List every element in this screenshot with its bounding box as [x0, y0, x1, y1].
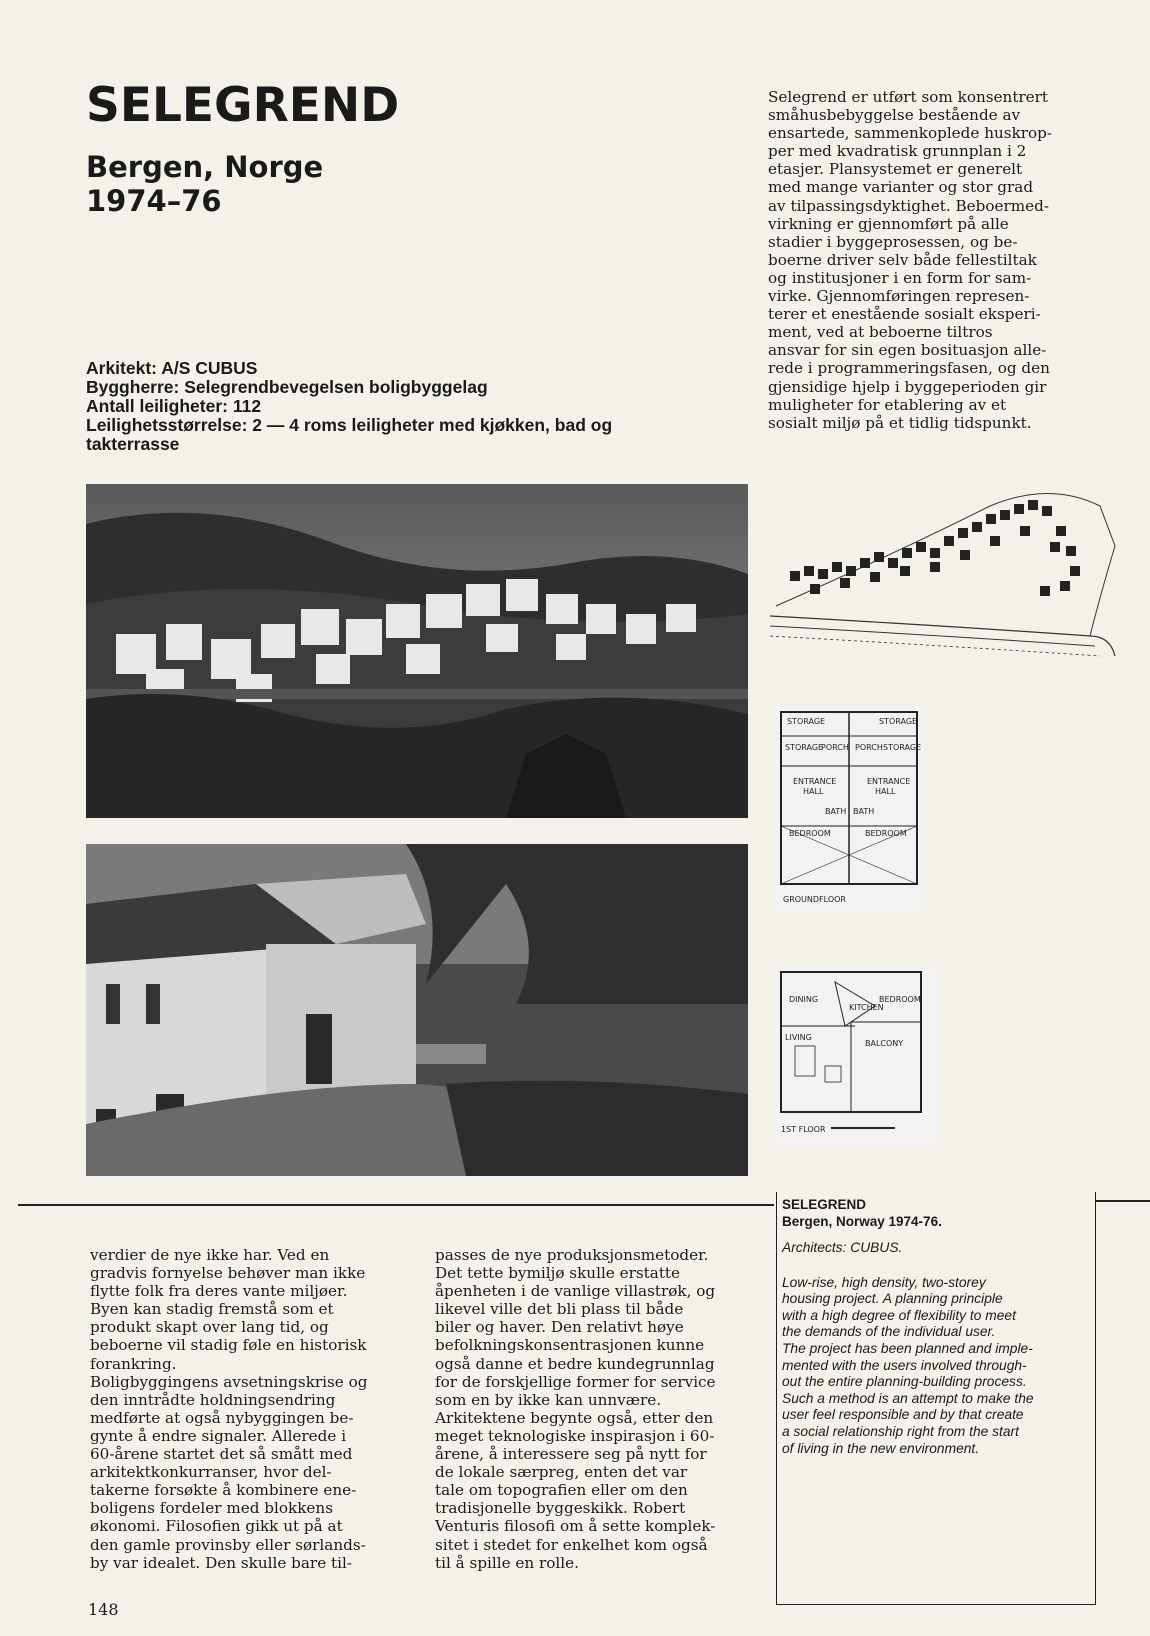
text-line: muligheter for etablering av et [768, 395, 1007, 414]
text-line: likevel ville det bli plass til både [435, 1300, 684, 1319]
plan-label-porch: PORCH [821, 743, 849, 752]
plan-label-kitchen: KITCHEN [849, 1003, 884, 1012]
text-line: meget teknologiske inspirasjon i 60- [435, 1426, 715, 1445]
text-line: per med kvadratisk grunnplan i 2 [768, 142, 1027, 161]
text-line: Such a method is an attempt to make the [782, 1390, 1034, 1406]
text-line: og institusjoner i en form for sam- [768, 268, 1032, 287]
text-line: av tilpassingsdyktighet. Beboermed- [768, 196, 1050, 215]
text-line: ansvar for sin egen bosituasjon alle- [768, 341, 1047, 360]
text-line: The project has been planned and imple- [782, 1340, 1033, 1356]
text-line: åpenheten i de vanlige villastrøk, og [435, 1282, 716, 1301]
text-line: sitet i stedet for enkelhet kom også [435, 1535, 708, 1554]
plan-label-entrance: ENTRANCE [793, 777, 837, 786]
text-line: produkt skapt over lang tid, og [90, 1318, 329, 1337]
housing-hillside-photo [86, 484, 748, 818]
plan-label-balcony: BALCONY [865, 1039, 904, 1048]
text-line: Selegrend er utført som konsentrert [768, 88, 1049, 106]
text-line: Boligbyggingens avsetningskrise og [90, 1372, 368, 1391]
text-line: medførte at også nybyggingen be- [90, 1408, 354, 1427]
text-line: med mange varianter og stor grad [768, 178, 1034, 197]
housing-street-photo [86, 844, 748, 1176]
subtitle-years: 1974–76 [86, 184, 222, 218]
site-plan-drawing [770, 486, 1140, 666]
fact-size: Leilighetsstørrelse: 2 — 4 roms leiligheter med kjøkken, bad og [86, 415, 613, 435]
text-line: den inntrådte holdningsendring [90, 1390, 336, 1409]
text-line: ensartede, sammenkoplede huskrop- [768, 124, 1053, 143]
project-facts [86, 359, 726, 454]
text-line: virkning er gjennomført på alle [768, 214, 1009, 233]
text-line: user feel responsible and by that create [782, 1407, 1024, 1423]
text-line: takerne forsøkte å kombinere ene- [90, 1481, 357, 1500]
plan-label-hall: HALL [875, 787, 896, 796]
text-line: boerne driver selv både fellestiltak [768, 250, 1037, 269]
text-line: with a high degree of flexibility to meet [782, 1307, 1016, 1323]
text-line: årene, å interessere seg på nytt for [435, 1445, 707, 1464]
text-line: stadier i byggeprosessen, og be- [768, 232, 1018, 251]
summary-architects: Architects: CUBUS. [782, 1240, 903, 1255]
text-line: Low-rise, high density, two-storey [782, 1274, 986, 1290]
plan-label-living: LIVING [785, 1033, 812, 1042]
text-line: etasjer. Plansystemet er generelt [768, 160, 1023, 179]
text-line: biler og haver. Den relativt høye [435, 1318, 684, 1337]
section-divider [18, 1204, 774, 1206]
fact-client: Byggherre: Selegrendbevegelsen boligbyggelag [86, 377, 488, 397]
summary-subtitle: Bergen, Norway 1974-76. [782, 1214, 942, 1229]
text-line: verdier de nye ikke har. Ved en [90, 1246, 330, 1264]
text-line: housing project. A planning principle [782, 1291, 1003, 1307]
text-line: gynte å endre signaler. Allerede i [90, 1426, 347, 1445]
text-line: by var idealet. Den skulle bare til- [90, 1553, 352, 1572]
text-line: de lokale særpreg, enten det var [435, 1463, 688, 1482]
plan-label-bath: BATH [853, 807, 875, 816]
page-number: 148 [88, 1600, 119, 1619]
body-column-2 [435, 1246, 755, 1572]
text-line: tradisjonelle byggeskikk. Robert [435, 1499, 686, 1518]
text-line: som en by ikke kan unnvære. [435, 1390, 662, 1409]
text-line: out the entire planning-building process. [782, 1374, 1027, 1390]
plan-label-storage: STORAGE [883, 743, 922, 752]
text-line: gjensidige hjelp i byggeperioden gir [768, 377, 1047, 396]
summary-description [782, 1275, 1092, 1458]
fact-units: Antall leiligheter: 112 [86, 396, 262, 416]
first-floor-caption: 1ST FLOOR [781, 1125, 826, 1134]
text-line: til å spille en rolle. [435, 1553, 579, 1572]
plan-label-bedroom: BEDROOM [789, 829, 831, 838]
text-line: for de forskjellige former for service [435, 1372, 716, 1391]
body-column-1 [90, 1246, 400, 1572]
text-line: Byen kan stadig fremstå som et [90, 1300, 334, 1319]
text-line: 60-årene startet det så smått med [90, 1445, 353, 1464]
english-summary-text [782, 1196, 1092, 1457]
text-line: ment, ved at beboerne tiltros [768, 323, 993, 342]
text-line: arkitektkonkurranser, hvor del- [90, 1463, 332, 1482]
plan-label-entrance: ENTRANCE [867, 777, 911, 786]
plan-label-bedroom: BEDROOM [865, 829, 907, 838]
summary-title: SELEGREND [782, 1197, 867, 1212]
plan-label-storage: STORAGE [879, 717, 918, 726]
fact-size-cont: takterrasse [86, 434, 180, 454]
text-line: Arkitektene begynte også, etter den [435, 1408, 714, 1427]
plan-label-bedroom: BEDROOM [879, 995, 921, 1004]
section-divider-right [1096, 1200, 1150, 1202]
plan-label-storage: STORAGE [787, 717, 826, 726]
fact-architect: Arkitekt: A/S CUBUS [86, 358, 258, 378]
subtitle-location: Bergen, Norge [86, 150, 324, 184]
text-line: boligens fordeler med blokkens [90, 1499, 333, 1518]
text-line: the demands of the individual user. [782, 1324, 996, 1340]
text-line: økonomi. Filosofien gikk ut på at [90, 1517, 343, 1536]
text-line: Det tette bymiljø skulle erstatte [435, 1264, 681, 1283]
groundfloor-caption: GROUNDFLOOR [783, 895, 846, 904]
plan-label-bath: BATH [825, 807, 847, 816]
text-line: mented with the users involved through- [782, 1357, 1027, 1373]
text-line: gradvis fornyelse behøver man ikke [90, 1264, 366, 1283]
text-line: sosialt miljø på et tidlig tidspunkt. [768, 413, 1032, 432]
text-line: virke. Gjennomføringen represen- [768, 287, 1030, 306]
text-line: rede i programmeringsfasen, og den [768, 359, 1050, 378]
plan-label-hall: HALL [803, 787, 824, 796]
text-line: forankring. [90, 1354, 177, 1373]
plan-label-porch: PORCH [855, 743, 883, 752]
text-line: a social relationship right from the start [782, 1423, 1019, 1439]
text-line: flytte folk fra deres vante miljøer. [90, 1282, 348, 1301]
groundfloor-plan [775, 706, 923, 910]
text-line: småhusbebyggelse bestående av [768, 106, 1021, 125]
first-floor-plan [775, 966, 935, 1142]
intro-text [768, 88, 1098, 432]
text-line: befolkningskonsentrasjonen kunne [435, 1336, 705, 1355]
text-line: den gamle provinsby eller sørlands- [90, 1535, 366, 1554]
text-line: of living in the new environment. [782, 1440, 980, 1456]
text-line: Venturis filosofi om å sette komplek- [435, 1517, 716, 1536]
text-line: tale om topografien eller om den [435, 1481, 688, 1500]
page-title: SELEGREND [86, 78, 400, 133]
plan-label-dining: DINING [789, 995, 819, 1004]
text-line: terer et enestående sosialt eksperi- [768, 305, 1041, 324]
text-line: også danne et bedre kundegrunnlag [435, 1354, 715, 1373]
page-subtitle [86, 150, 323, 218]
text-line: beboerne vil stadig føle en historisk [90, 1336, 367, 1355]
plan-label-storage: STORAGE [785, 743, 824, 752]
text-line: passes de nye produksjonsmetoder. [435, 1246, 709, 1264]
